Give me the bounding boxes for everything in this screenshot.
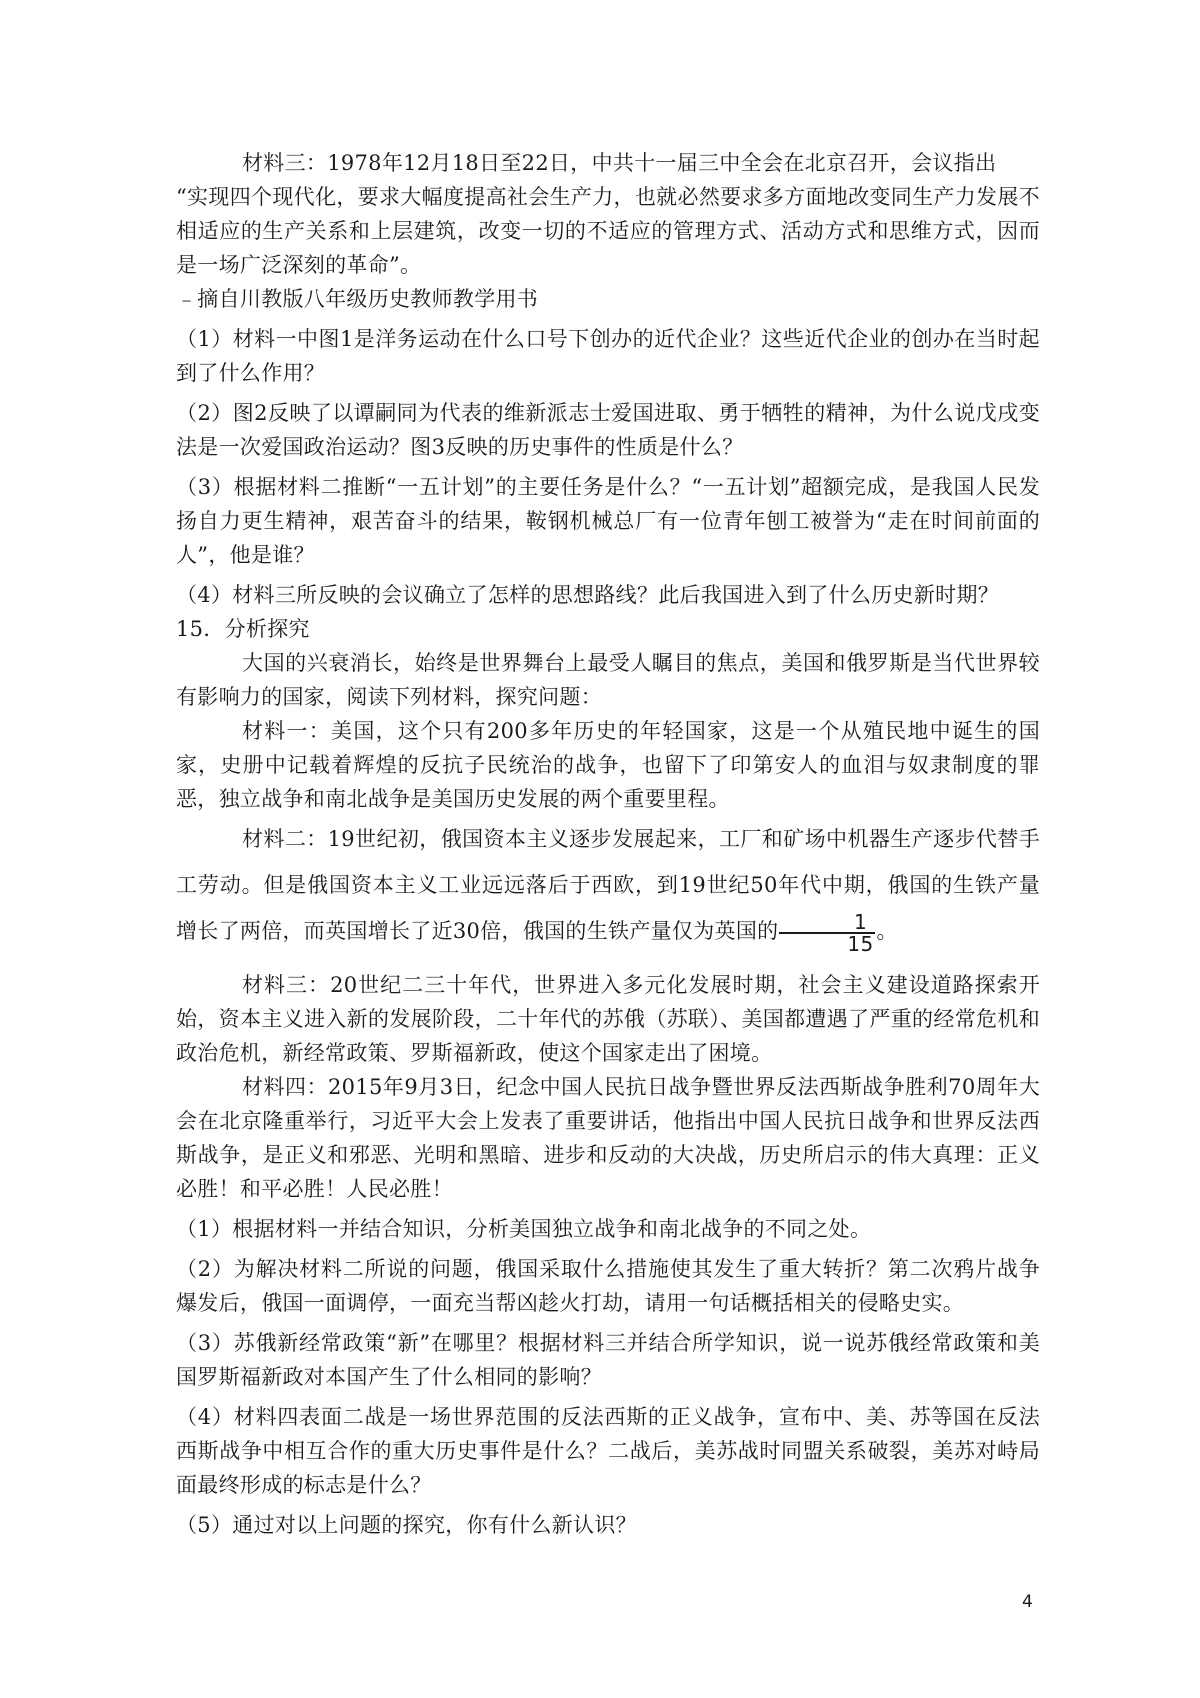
q15-material-one: 材料一：美国，这个只有200多年历史的年轻国家，这是一个从殖民地中诞生的国家，史册中记载着辉煌的反抗子民统治的战争，也留下了印第安人的血泪与奴隶制度的罪恶，独立战争和南北战争是美国历史发展的两个重要里程。 [176, 719, 1040, 811]
q15-item-1: （1）根据材料一并结合知识，分析美国独立战争和南北战争的不同之处。 [176, 1217, 872, 1241]
fraction-denominator: 15 [779, 932, 875, 954]
material-three-lead: 材料三：1978年12月18日至22日，中共十一届三中全会在北京召开，会议指出 [242, 151, 997, 175]
q15-material-three: 材料三：20世纪二三十年代，世界进入多元化发展时期，社会主义建设道路探索开始，资本主义进入新的发展阶段，二十年代的苏俄（苏联）、美国都遭遇了严重的经常危机和政治危机，新经常政策、罗斯福新政，使这个国家走出了困境。 [176, 973, 1040, 1065]
q14-item-3: （3）根据材料二推断“一五计划”的主要任务是什么？“一五计划”超额完成，是我国人民发扬自力更生精神，艰苦奋斗的结果，鞍钢机械总厂有一位青年刨工被誉为“走在时间前面的人”，他是谁？ [176, 475, 1040, 567]
page-number: 4 [1022, 1592, 1033, 1612]
q14-item-1: （1）材料一中图1是洋务运动在什么口号下创办的近代企业？这些近代企业的创办在当时起到了什么作用？ [176, 327, 1040, 385]
q15-item-2: （2）为解决材料二所说的问题，俄国采取什么措施使其发生了重大转折？第二次鸦片战争爆发后，俄国一面调停，一面充当帮凶趁火打劫，请用一句话概括相关的侵略史实。 [176, 1257, 1040, 1315]
q15-material-two-end: 。 [876, 919, 898, 943]
q14-item-2: （2）图2反映了以谭嗣同为代表的维新派志士爱国进取、勇于牺牲的精神，为什么说戊戌变法是一次爱国政治运动？图3反映的历史事件的性质是什么？ [176, 401, 1040, 459]
q14-item-4: （4）材料三所反映的会议确立了怎样的思想路线？此后我国进入到了什么历史新时期？ [176, 583, 1000, 607]
q15-material-four: 材料四：2015年9月3日，纪念中国人民抗日战争暨世界反法西斯战争胜利70周年大会在北京隆重举行，习近平大会上发表了重要讲话，他指出中国人民抗日战争和世界反法西斯战争，是正义和邪恶、光明和黑暗、进步和反动的大决战，历史所启示的伟大真理：正义必胜！和平必胜！人民必胜！ [176, 1075, 1040, 1201]
material-three-quote: “实现四个现代化，要求大幅度提高社会生产力，也就必然要求多方面地改变同生产力发展不相适应的生产关系和上层建筑，改变一切的不适应的管理方式、活动方式和思维方式，因而是一场广泛深刻的革命”。 [176, 185, 1040, 277]
question-15-intro: 大国的兴衰消长，始终是世界舞台上最受人瞩目的焦点，美国和俄罗斯是当代世界较有影响力的国家，阅读下列材料，探究问题： [176, 651, 1040, 709]
fraction-numerator: 1 [853, 909, 867, 934]
document-body [176, 146, 1040, 1542]
q15-item-4: （4）材料四表面二战是一场世界范围的反法西斯的正义战争，宣布中、美、苏等国在反法西斯战争中相互合作的重大历史事件是什么？二战后，美苏战时同盟关系破裂，美苏对峙局面最终形成的标志是什么？ [176, 1405, 1040, 1497]
question-15-title: 15．分析探究 [176, 617, 310, 641]
q15-item-5: （5）通过对以上问题的探究，你有什么新认识？ [176, 1513, 637, 1537]
q15-material-two [176, 816, 1040, 954]
material-three-source: ﹣摘自川教版八年级历史教师教学用书 [176, 287, 539, 311]
q15-item-3: （3）苏俄新经常政策“新”在哪里？根据材料三并结合所学知识，说一说苏俄经常政策和美国罗斯福新政对本国产生了什么相同的影响？ [176, 1331, 1040, 1389]
q15-material-two-text: 材料二：19世纪初，俄国资本主义逐步发展起来，工厂和矿场中机器生产逐步代替手工劳动。但是俄国资本主义工业远远落后于西欧，到19世纪50年代中期，俄国的生铁产量增长了两倍，而英国增长了近30倍，俄国的生铁产量仅为英国的 [176, 827, 1040, 943]
fraction-one-fifteenth [779, 909, 875, 956]
